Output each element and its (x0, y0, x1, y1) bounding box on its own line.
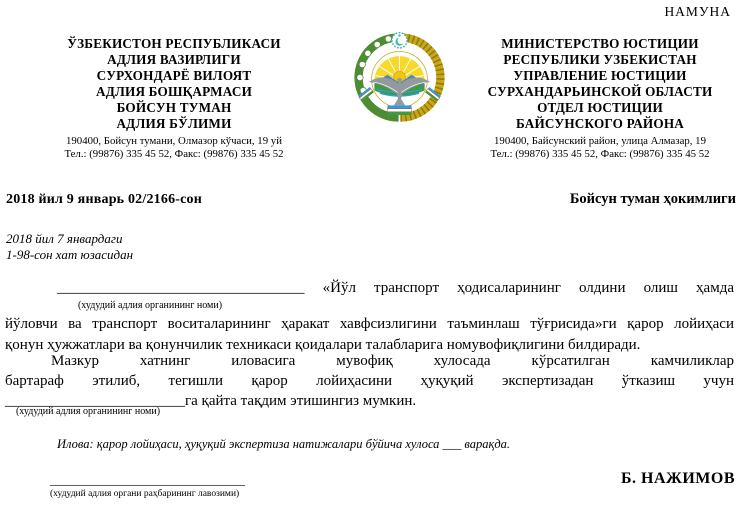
letterhead-left (38, 36, 310, 161)
letterhead-right (462, 36, 738, 161)
blank-caption: (худудий адлия органининг номи) (77, 300, 223, 311)
letterhead-left-line: АДЛИЯ БЎЛИМИ (116, 115, 232, 131)
letterhead-left-line: СУРХОНДАРЁ ВИЛОЯТ (96, 67, 252, 83)
sample-label: НАМУНА (664, 4, 731, 19)
letterhead-right-line: БАЙСУНСКОГО РАЙОНА (515, 115, 685, 131)
blank-caption: (худудий адлия органининг номи) (15, 406, 161, 417)
incoming-reference-line: 2018 йил 7 январдаги (6, 231, 123, 246)
uzbekistan-emblem-icon (353, 31, 446, 124)
body-paragraph1-line1 (5, 279, 734, 297)
body-text: «Йўл транспорт ҳодисаларининг олдини олиш ҳамда (322, 280, 734, 296)
body-paragraph2-line2: бартараф этилиб, тегишли қарор лойиҳасини ҳуқуқий экспертизадан ўтказиш учун (5, 373, 734, 389)
letterhead-left-line: АДЛИЯ БОШҚАРМАСИ (95, 83, 253, 99)
fill-in-blank: ________________________ (5, 393, 185, 409)
fill-in-blank: _________________________________ (57, 280, 305, 296)
attachment-note: Илова: қарор лойиҳаси, ҳуқуқий экспертиза натижалари бўйича хулоса ___ варақда. (57, 437, 511, 451)
signatory-name: Б. НАЖИМОВ (620, 470, 735, 487)
letterhead-left-line: ЎЗБЕКИСТОН РЕСПУБЛИКАСИ (67, 36, 281, 51)
letterhead-right-line: СУРХАНДАРЬИНСКОЙ ОБЛАСТИ (487, 83, 713, 99)
letterhead-right-phone: Тел.: (99876) 335 45 52, Факс: (99876) 335 45 52 (490, 148, 710, 161)
letterhead-right-line: МИНИСТЕРСТВО ЮСТИЦИИ (501, 36, 699, 51)
letterhead-right-line: РЕСПУБЛИКИ УЗБЕКИСТАН (503, 51, 697, 67)
letterhead-left-phone: Тел.: (99876) 335 45 52, Факс: (99876) 335 45 52 (64, 148, 284, 161)
letterhead-right-line: ОТДЕЛ ЮСТИЦИИ (537, 99, 663, 115)
body-paragraph2-line1: Мазкур хатнинг иловасига мувофиқ хулосада кўрсатилган камчиликлар (51, 353, 734, 369)
incoming-reference-line: 1-98-сон хат юзасидан (6, 246, 134, 262)
addressee: Бойсун туман ҳокимлиги (569, 191, 736, 207)
signature-blank-line: ______________________________ (50, 472, 245, 487)
letterhead-left-address: 190400, Бойсун тумани, Олмазор кўчаси, 19 уй (66, 135, 282, 148)
body-paragraph1-line3: қонун ҳужжатлари ва қонунчилик техникаси қоидалари талабларига номувофиқлигини билдиради. (5, 337, 641, 353)
letterhead-left-line: БОЙСУН ТУМАН (116, 99, 232, 115)
incoming-reference (6, 231, 133, 262)
body-text: га қайта тақдим этишингиз мумкин. (185, 393, 417, 409)
outgoing-number: 2018 йил 9 январь 02/2166-сон (6, 192, 203, 207)
signature-caption: (худудий адлия органи раҳбарининг лавозими) (50, 489, 240, 499)
letterhead-right-line: УПРАВЛЕНИЕ ЮСТИЦИИ (513, 67, 687, 83)
letterhead-left-line: АДЛИЯ ВАЗИРЛИГИ (107, 51, 241, 67)
body-paragraph1-line2: йўловчи ва транспорт воситаларининг ҳаракат хавфсизлигини таъминлаш тўғрисида»ги қарор лойиҳаси (5, 316, 734, 332)
letterhead-right-address: 190400, Байсунский район, улица Алмазар, 19 (494, 135, 706, 148)
